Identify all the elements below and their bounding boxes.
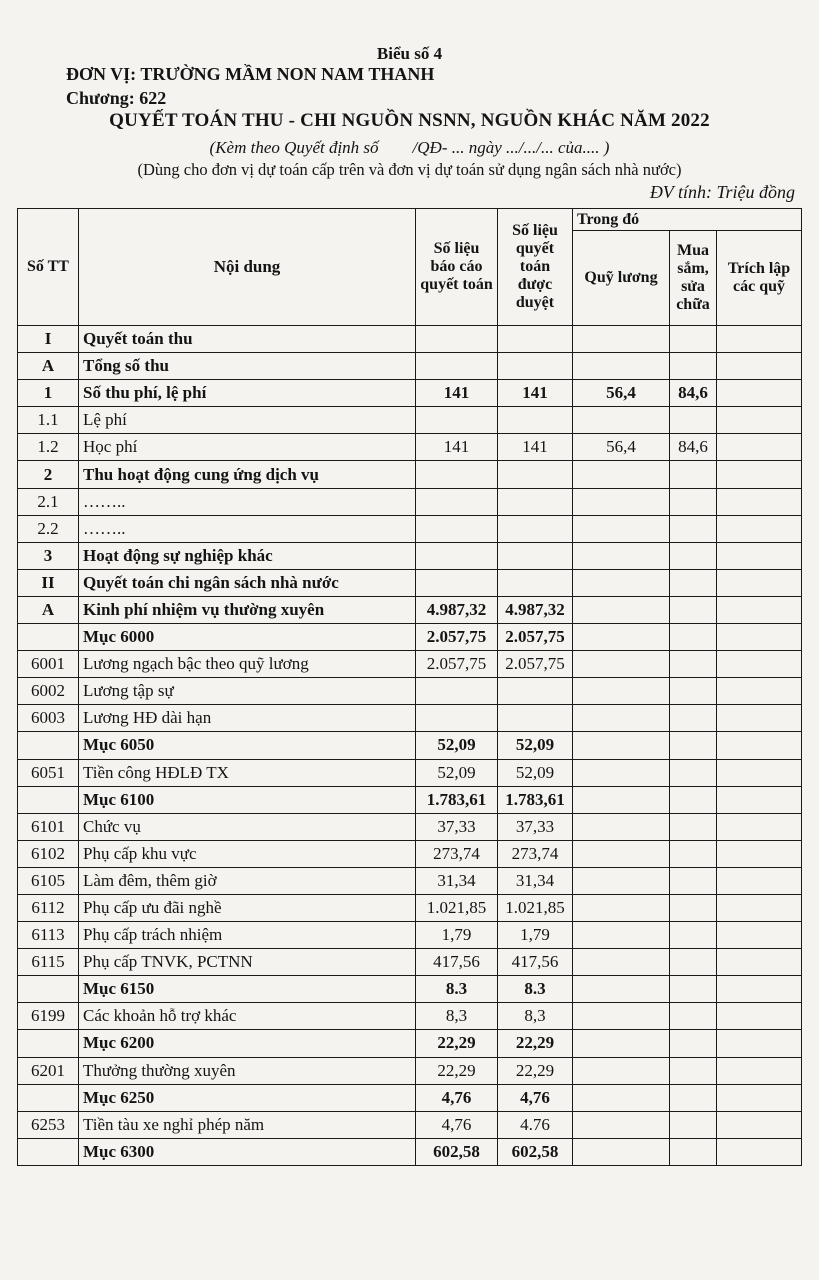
row-quy-luong <box>573 678 670 705</box>
row-trich-lap <box>717 705 802 732</box>
usage-note: (Dùng cho đơn vị dự toán cấp trên và đơn vị dự toán sử dụng ngân sách nhà nước) <box>137 160 682 179</box>
row-mua-sam <box>670 624 717 651</box>
row-bao-cao: 52,09 <box>416 759 498 786</box>
row-bao-cao <box>416 407 498 434</box>
row-duoc-duyet <box>498 678 573 705</box>
row-stt: 6001 <box>18 651 79 678</box>
table-row <box>18 651 802 678</box>
row-label: Mục 6250 <box>79 1084 416 1111</box>
table-row <box>18 1057 802 1084</box>
table-row <box>18 380 802 407</box>
row-stt: A <box>18 353 79 380</box>
settlement-table <box>17 208 802 1166</box>
row-trich-lap <box>717 949 802 976</box>
table-row <box>18 813 802 840</box>
row-stt: 6113 <box>18 922 79 949</box>
row-quy-luong <box>573 1138 670 1165</box>
row-stt: 6102 <box>18 840 79 867</box>
row-quy-luong <box>573 624 670 651</box>
row-duoc-duyet: 8,3 <box>498 1003 573 1030</box>
row-duoc-duyet: 273,74 <box>498 840 573 867</box>
row-mua-sam <box>670 705 717 732</box>
row-mua-sam <box>670 786 717 813</box>
row-stt: 6201 <box>18 1057 79 1084</box>
row-label: …….. <box>79 488 416 515</box>
row-stt: A <box>18 596 79 623</box>
row-stt: 2 <box>18 461 79 488</box>
row-bao-cao: 1.783,61 <box>416 786 498 813</box>
row-bao-cao: 8.3 <box>416 976 498 1003</box>
row-quy-luong <box>573 353 670 380</box>
row-trich-lap <box>717 380 802 407</box>
table-body <box>18 326 802 1166</box>
row-label: Mục 6300 <box>79 1138 416 1165</box>
row-mua-sam: 84,6 <box>670 434 717 461</box>
row-label: Lệ phí <box>79 407 416 434</box>
row-trich-lap <box>717 1138 802 1165</box>
table-row <box>18 678 802 705</box>
row-stt: 2.2 <box>18 515 79 542</box>
row-mua-sam <box>670 1084 717 1111</box>
row-duoc-duyet: 4,76 <box>498 1084 573 1111</box>
row-stt: 1 <box>18 380 79 407</box>
row-quy-luong <box>573 651 670 678</box>
row-quy-luong <box>573 705 670 732</box>
row-quy-luong <box>573 407 670 434</box>
table-row <box>18 434 802 461</box>
row-mua-sam <box>670 949 717 976</box>
table-row <box>18 786 802 813</box>
row-quy-luong <box>573 922 670 949</box>
table-row <box>18 1003 802 1030</box>
row-trich-lap <box>717 1084 802 1111</box>
row-quy-luong <box>573 569 670 596</box>
table-row <box>18 840 802 867</box>
row-mua-sam <box>670 1003 717 1030</box>
row-stt <box>18 1030 79 1057</box>
row-duoc-duyet <box>498 515 573 542</box>
row-bao-cao: 4,76 <box>416 1084 498 1111</box>
row-stt: 6115 <box>18 949 79 976</box>
row-stt: 6199 <box>18 1003 79 1030</box>
row-stt: 6051 <box>18 759 79 786</box>
currency-unit: ĐV tính: Triệu đồng <box>649 182 795 202</box>
row-stt: 6105 <box>18 867 79 894</box>
row-mua-sam <box>670 1030 717 1057</box>
row-duoc-duyet <box>498 407 573 434</box>
row-mua-sam <box>670 407 717 434</box>
row-stt: 6101 <box>18 813 79 840</box>
decision-reference: (Kèm theo Quyết định số /QĐ- ... ngày .../.../... của.... ) <box>209 138 610 157</box>
table-row <box>18 1030 802 1057</box>
row-mua-sam <box>670 596 717 623</box>
row-label: Mục 6200 <box>79 1030 416 1057</box>
row-stt <box>18 1084 79 1111</box>
row-stt: 1.2 <box>18 434 79 461</box>
row-stt: 6002 <box>18 678 79 705</box>
row-label: Mục 6150 <box>79 976 416 1003</box>
row-label: Thu hoạt động cung ứng dịch vụ <box>79 461 416 488</box>
row-quy-luong <box>573 894 670 921</box>
row-bao-cao <box>416 461 498 488</box>
row-label: Quyết toán chi ngân sách nhà nước <box>79 569 416 596</box>
row-bao-cao: 4.987,32 <box>416 596 498 623</box>
row-mua-sam: 84,6 <box>670 380 717 407</box>
table-row <box>18 596 802 623</box>
row-duoc-duyet: 22,29 <box>498 1030 573 1057</box>
row-label: Chức vụ <box>79 813 416 840</box>
row-mua-sam <box>670 1111 717 1138</box>
row-stt: 6253 <box>18 1111 79 1138</box>
row-label: Mục 6050 <box>79 732 416 759</box>
row-trich-lap <box>717 542 802 569</box>
table-row <box>18 461 802 488</box>
row-quy-luong <box>573 1084 670 1111</box>
row-label: Tiền tàu xe nghỉ phép năm <box>79 1111 416 1138</box>
row-duoc-duyet <box>498 705 573 732</box>
row-trich-lap <box>717 922 802 949</box>
row-trich-lap <box>717 759 802 786</box>
row-bao-cao: 22,29 <box>416 1057 498 1084</box>
table-row <box>18 569 802 596</box>
row-mua-sam <box>670 894 717 921</box>
table-row <box>18 1084 802 1111</box>
row-quy-luong <box>573 596 670 623</box>
header-noi-dung: Nội dung <box>79 209 416 326</box>
row-label: Lương HĐ dài hạn <box>79 705 416 732</box>
row-duoc-duyet: 141 <box>498 380 573 407</box>
row-duoc-duyet: 602,58 <box>498 1138 573 1165</box>
row-trich-lap <box>717 569 802 596</box>
row-bao-cao: 602,58 <box>416 1138 498 1165</box>
row-stt: II <box>18 569 79 596</box>
row-label: …….. <box>79 515 416 542</box>
row-quy-luong <box>573 949 670 976</box>
row-quy-luong <box>573 1030 670 1057</box>
row-bao-cao: 8,3 <box>416 1003 498 1030</box>
form-number: Biểu số 4 <box>376 44 443 63</box>
row-duoc-duyet <box>498 353 573 380</box>
row-stt <box>18 976 79 1003</box>
row-duoc-duyet <box>498 326 573 353</box>
unit-name: ĐƠN VỊ: TRƯỜNG MẦM NON NAM THANH <box>66 64 435 84</box>
row-trich-lap <box>717 840 802 867</box>
row-bao-cao: 2.057,75 <box>416 624 498 651</box>
row-bao-cao: 141 <box>416 434 498 461</box>
row-stt: 3 <box>18 542 79 569</box>
row-label: Học phí <box>79 434 416 461</box>
row-bao-cao <box>416 569 498 596</box>
row-stt: I <box>18 326 79 353</box>
row-bao-cao: 22,29 <box>416 1030 498 1057</box>
row-label: Phụ cấp ưu đãi nghề <box>79 894 416 921</box>
row-duoc-duyet: 52,09 <box>498 759 573 786</box>
row-duoc-duyet: 2.057,75 <box>498 624 573 651</box>
row-stt <box>18 786 79 813</box>
row-quy-luong <box>573 759 670 786</box>
table-row <box>18 705 802 732</box>
row-trich-lap <box>717 515 802 542</box>
row-quy-luong <box>573 542 670 569</box>
row-stt: 2.1 <box>18 488 79 515</box>
table-row <box>18 542 802 569</box>
row-stt <box>18 732 79 759</box>
row-trich-lap <box>717 1003 802 1030</box>
row-stt <box>18 1138 79 1165</box>
row-trich-lap <box>717 353 802 380</box>
table-row <box>18 894 802 921</box>
row-quy-luong <box>573 840 670 867</box>
row-trich-lap <box>717 624 802 651</box>
table-row <box>18 759 802 786</box>
table-row <box>18 732 802 759</box>
row-bao-cao: 31,34 <box>416 867 498 894</box>
row-duoc-duyet: 52,09 <box>498 732 573 759</box>
row-duoc-duyet: 1.021,85 <box>498 894 573 921</box>
row-trich-lap <box>717 732 802 759</box>
row-label: Hoạt động sự nghiệp khác <box>79 542 416 569</box>
row-bao-cao <box>416 705 498 732</box>
row-bao-cao <box>416 678 498 705</box>
row-label: Mục 6000 <box>79 624 416 651</box>
row-label: Số thu phí, lệ phí <box>79 380 416 407</box>
row-quy-luong: 56,4 <box>573 380 670 407</box>
row-duoc-duyet: 417,56 <box>498 949 573 976</box>
row-quy-luong <box>573 1111 670 1138</box>
row-mua-sam <box>670 326 717 353</box>
row-mua-sam <box>670 542 717 569</box>
row-quy-luong <box>573 732 670 759</box>
row-mua-sam <box>670 651 717 678</box>
row-label: Tổng số thu <box>79 353 416 380</box>
row-bao-cao <box>416 542 498 569</box>
row-bao-cao: 52,09 <box>416 732 498 759</box>
row-mua-sam <box>670 461 717 488</box>
row-quy-luong <box>573 326 670 353</box>
row-label: Phụ cấp trách nhiệm <box>79 922 416 949</box>
row-quy-luong <box>573 813 670 840</box>
row-trich-lap <box>717 976 802 1003</box>
row-bao-cao: 273,74 <box>416 840 498 867</box>
row-stt: 6003 <box>18 705 79 732</box>
row-quy-luong <box>573 488 670 515</box>
row-duoc-duyet: 22,29 <box>498 1057 573 1084</box>
row-mua-sam <box>670 515 717 542</box>
table-row <box>18 488 802 515</box>
row-mua-sam <box>670 353 717 380</box>
header-duoc-duyet: Số liệu quyết toán được duyệt <box>498 209 573 326</box>
row-trich-lap <box>717 326 802 353</box>
row-quy-luong <box>573 515 670 542</box>
row-bao-cao: 2.057,75 <box>416 651 498 678</box>
row-label: Kinh phí nhiệm vụ thường xuyên <box>79 596 416 623</box>
row-trich-lap <box>717 651 802 678</box>
row-stt <box>18 624 79 651</box>
row-mua-sam <box>670 732 717 759</box>
row-duoc-duyet: 31,34 <box>498 867 573 894</box>
row-bao-cao: 1.021,85 <box>416 894 498 921</box>
row-trich-lap <box>717 1030 802 1057</box>
chapter-code: Chương: 622 <box>66 88 167 108</box>
row-label: Lương tập sự <box>79 678 416 705</box>
header-mua-sam: Mua sắm, sửa chữa <box>670 231 717 326</box>
header-bao-cao: Số liệu báo cáo quyết toán <box>416 209 498 326</box>
row-trich-lap <box>717 1111 802 1138</box>
row-label: Thưởng thường xuyên <box>79 1057 416 1084</box>
table-row <box>18 976 802 1003</box>
row-mua-sam <box>670 867 717 894</box>
table-row <box>18 515 802 542</box>
row-quy-luong: 56,4 <box>573 434 670 461</box>
row-quy-luong <box>573 867 670 894</box>
row-stt: 1.1 <box>18 407 79 434</box>
row-stt: 6112 <box>18 894 79 921</box>
row-mua-sam <box>670 488 717 515</box>
row-duoc-duyet: 8.3 <box>498 976 573 1003</box>
row-duoc-duyet: 1,79 <box>498 922 573 949</box>
row-duoc-duyet <box>498 542 573 569</box>
table-row <box>18 922 802 949</box>
table-row <box>18 1138 802 1165</box>
row-label: Lương ngạch bậc theo quỹ lương <box>79 651 416 678</box>
row-mua-sam <box>670 678 717 705</box>
row-bao-cao: 1,79 <box>416 922 498 949</box>
row-trich-lap <box>717 813 802 840</box>
row-mua-sam <box>670 1138 717 1165</box>
row-trich-lap <box>717 488 802 515</box>
table-row <box>18 353 802 380</box>
row-quy-luong <box>573 1003 670 1030</box>
row-mua-sam <box>670 813 717 840</box>
row-label: Mục 6100 <box>79 786 416 813</box>
row-mua-sam <box>670 976 717 1003</box>
row-label: Các khoản hỗ trợ khác <box>79 1003 416 1030</box>
header-quy-luong: Quỹ lương <box>573 231 670 326</box>
row-trich-lap <box>717 678 802 705</box>
row-duoc-duyet: 2.057,75 <box>498 651 573 678</box>
row-trich-lap <box>717 1057 802 1084</box>
table-row <box>18 407 802 434</box>
row-quy-luong <box>573 461 670 488</box>
row-bao-cao: 417,56 <box>416 949 498 976</box>
header-trong-do: Trong đó <box>573 209 802 231</box>
row-quy-luong <box>573 786 670 813</box>
row-bao-cao: 4,76 <box>416 1111 498 1138</box>
table-row <box>18 624 802 651</box>
row-bao-cao <box>416 488 498 515</box>
table-row <box>18 1111 802 1138</box>
row-label: Tiền công HĐLĐ TX <box>79 759 416 786</box>
row-bao-cao <box>416 326 498 353</box>
row-duoc-duyet: 141 <box>498 434 573 461</box>
row-label: Quyết toán thu <box>79 326 416 353</box>
row-mua-sam <box>670 840 717 867</box>
table-row <box>18 949 802 976</box>
row-mua-sam <box>670 922 717 949</box>
row-duoc-duyet <box>498 488 573 515</box>
row-duoc-duyet: 4.76 <box>498 1111 573 1138</box>
row-mua-sam <box>670 759 717 786</box>
row-duoc-duyet: 1.783,61 <box>498 786 573 813</box>
row-trich-lap <box>717 867 802 894</box>
row-duoc-duyet <box>498 569 573 596</box>
row-label: Phụ cấp TNVK, PCTNN <box>79 949 416 976</box>
document-title: QUYẾT TOÁN THU - CHI NGUỒN NSNN, NGUỒN KHÁC NĂM 2022 <box>109 110 710 131</box>
row-duoc-duyet: 4.987,32 <box>498 596 573 623</box>
table-row <box>18 867 802 894</box>
row-trich-lap <box>717 434 802 461</box>
row-bao-cao <box>416 515 498 542</box>
row-label: Phụ cấp khu vực <box>79 840 416 867</box>
row-mua-sam <box>670 569 717 596</box>
row-bao-cao <box>416 353 498 380</box>
row-mua-sam <box>670 1057 717 1084</box>
header-stt: Số TT <box>18 209 79 326</box>
row-quy-luong <box>573 976 670 1003</box>
row-duoc-duyet <box>498 461 573 488</box>
row-bao-cao: 37,33 <box>416 813 498 840</box>
row-trich-lap <box>717 596 802 623</box>
table-row <box>18 326 802 353</box>
row-quy-luong <box>573 1057 670 1084</box>
header-trich-lap: Trích lập các quỹ <box>717 231 802 326</box>
row-label: Làm đêm, thêm giờ <box>79 867 416 894</box>
row-trich-lap <box>717 894 802 921</box>
row-bao-cao: 141 <box>416 380 498 407</box>
row-trich-lap <box>717 461 802 488</box>
row-trich-lap <box>717 407 802 434</box>
row-trich-lap <box>717 786 802 813</box>
row-duoc-duyet: 37,33 <box>498 813 573 840</box>
